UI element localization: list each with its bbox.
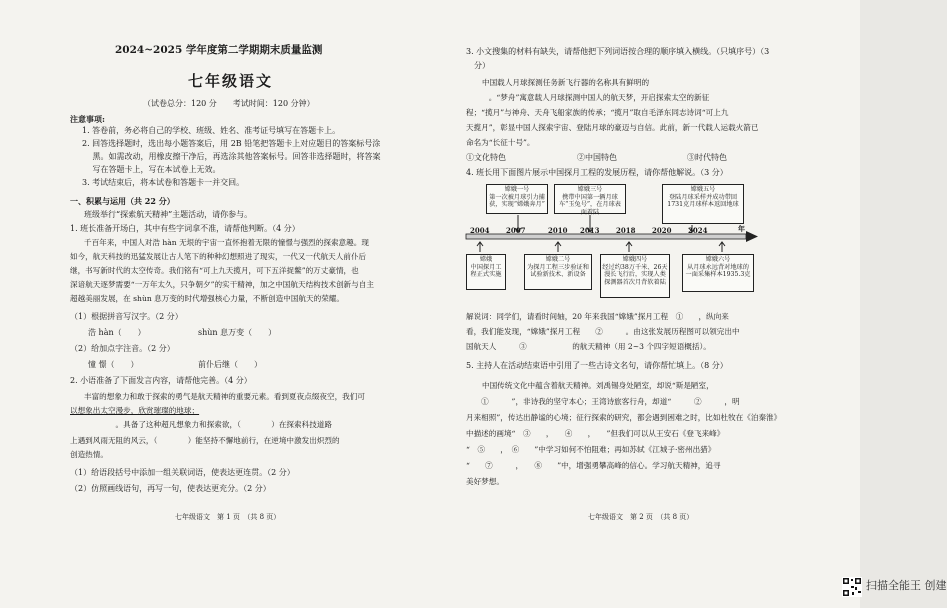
timeline-box-chang-e-5: 嫦娥五号 登陆月球采样并成功带回1731克月球样本返回地球 (662, 184, 744, 224)
passage-line: 创造热情。 (70, 450, 108, 459)
page-footer: 七年级语文 第 1 页 （共 8 页） (175, 513, 281, 521)
timeline-diagram (466, 182, 766, 306)
qr-code-icon (842, 577, 862, 597)
passage-line: 如今，航天科技的迅猛发展让古人笔下的种种幻想照进了现实，一代又一代航天人前仆后 (70, 252, 367, 261)
timeline-unit-label: 年 (738, 224, 745, 233)
passage-line: 中国传统文化中蕴含着航天精神。刘禹锡身处陋室，却说“斯是陋室， (482, 381, 714, 390)
passage-line: 天揽月”，彰显中国人探索宇宙、登陆月球的豪迈与自信。此前，新一代载人运载火箭已 (466, 123, 759, 132)
passage-line: “ ⑦ ， ⑧ ”中，增强勇攀高峰的信心。学习航天精神，追寻 (466, 461, 721, 470)
timeline-box-chang-e-6: 嫦娥六号 从月球永远背对地球的一面采集样本1935.3克 (682, 254, 754, 292)
passage-line: 中国载人月球探测任务新飞行器的名称具有鲜明的 (482, 78, 650, 87)
timeline-year: 2004 (470, 226, 490, 235)
pinyin-item: shùn 息万变（ ） (198, 328, 277, 337)
scanner-watermark-text: 扫描全能王 创建 (866, 579, 947, 592)
exam-meta: （试卷总分：120 分 考试时间：120 分钟） (143, 99, 315, 108)
passage-line: 超越美丽发展，在 shùn 息万变的时代增强核心力量，不断创造中国航天的荣耀。 (70, 294, 344, 303)
option-1: ①文化特色 (466, 153, 506, 162)
passage-line: 月来相照”，传达出静谧的心境；征行探索的研究，都会遇到困难之时，比如杜牧在《泊秦淮》 (466, 413, 782, 422)
timeline-year: 2024 (688, 226, 708, 235)
answer-line: 看，我们能发现，“嫦娥”探月工程 ② 。由这张发展历程图可以领完出中 (466, 327, 740, 336)
timeline-year: 2013 (580, 226, 600, 235)
activity-intro: 班级举行“探索航天精神”主题活动，请你参与。 (84, 210, 253, 219)
option-2: ②中国特色 (577, 153, 617, 162)
timeline-box-chang-e-program: 嫦娥 中国探月工程正式实施 (466, 254, 506, 290)
note-line: 2. 回答选择题时，选出每小题答案后，用 2B 铅笔把答题卡上对应题目的答案标号涂 (82, 139, 381, 148)
question-2-1: （1）给语段括号中添加一组关联词语，使表达更连贯。（2 分） (70, 468, 295, 477)
timeline-year: 2010 (548, 226, 568, 235)
passage-line: 命名为“长征十号”。 (466, 138, 535, 147)
timeline-year: 2007 (506, 226, 526, 235)
question-3: 3. 小文搜集的材料有缺失，请帮他把下列词语按合理的顺序填入横线。（只填序号）（3 (466, 47, 770, 56)
question-2-2: （2）仿照画线语句，再写一句，使表达更充分。（2 分） (70, 484, 271, 493)
question-1: 1. 班长准备开场白，其中有些字词拿不准，请帮他判断。（4 分） (70, 224, 300, 233)
answer-line: 国航天人 ③ 的航天精神（用 2~3 个四字短语概括）。 (466, 342, 711, 351)
question-1-2: （2）给加点字注音。（2 分） (70, 344, 175, 353)
exam-header: 2024~2025 学年度第二学期期末质量监测 (115, 44, 323, 56)
question-5: 5. 主持人在活动结束语中引用了一些古诗文名句，请你帮忙填上。（8 分） (466, 361, 728, 370)
timeline-year: 2020 (652, 226, 672, 235)
question-4: 4. 班长用下面图片展示中国探月工程的发展历程，请你帮他解说。（3 分） (466, 168, 728, 177)
question-1-1: （1）根据拼音写汉字。（2 分） (70, 312, 183, 321)
dotted-char-item: 憧 憬（ ） (88, 360, 139, 369)
passage-line: 上遇到风雨无阻的风云，（ ）能坚持不懈地前行，在逆境中激发出炽烈的 (70, 436, 340, 445)
passage-line: 深谙航天逐梦需要“一万年太久，只争朝夕”的实干精神，加之中国航天结构技术创新与自主 (70, 280, 374, 289)
exam-page-2 (452, 0, 860, 608)
question-2: 2. 小语准备了下面发言内容，请帮他完善。（4 分） (70, 376, 252, 385)
passage-line: 程；“揽月”与神舟、天舟飞船家族的传承；“揽月”取自毛泽东同志诗词“可上九 (466, 108, 729, 117)
exam-title: 七年级语文 (188, 72, 274, 90)
timeline-box-chang-e-2: 嫦娥二号 为探月工程三步验证和试验新技术、新设备 (524, 254, 592, 290)
passage-line: 千百年来，中国人对浩 hàn 无垠的宇宙一直怀抱着无限的憧憬与强烈的探索意趣。现 (84, 238, 369, 247)
section-heading: 一、积累与运用（共 22 分） (70, 196, 175, 206)
notes-title: 注意事项: (70, 114, 105, 124)
dotted-char-item: 前仆后继（ ） (198, 360, 262, 369)
timeline-box-chang-e-4: 嫦娥四号 经过约38万千米、26天漫长飞行后，实现人类探测器首次月背软着陆 (600, 254, 670, 298)
passage-line: ① ”，非诗我的坚守本心；王湾诗旅客行舟，却道“ ② ，明 (466, 397, 740, 406)
note-line: 1. 答卷前，务必将自己的学校、班级、姓名、准考证号填写在答题卡上。 (82, 126, 341, 135)
exam-page-1 (0, 0, 452, 608)
passage-line: “ ⑤ ， ⑥ ”中学习如何不怕阻难；再如苏轼《江城子·密州出猎》 (466, 445, 716, 454)
passage-line: 中描述的画境“ ③ ， ④ ， ”但我们可以从王安石《登飞来峰》 (466, 429, 725, 438)
underlined-sentence: 以想象出太空漫步，欣赏璀璨的地球； (70, 406, 200, 415)
note-line: 黑。如需改动，用橡皮擦干净后，再选涂其他答案标号。回答非选择题时，将答案 (82, 152, 381, 161)
passage-line: 丰富的想象力和敢于探索的勇气是航天精神的重要元素。看到夏夜点缀夜空，我们可 (84, 392, 365, 401)
question-3-tail: 分） (474, 61, 490, 70)
page-footer: 七年级语文 第 2 页 （共 8 页） (588, 513, 694, 521)
timeline-box-chang-e-1: 嫦娥一号 第一次被月球引力捕获，实现“嫦娥奔月” (486, 184, 548, 214)
passage-line: 美好梦想。 (466, 477, 504, 486)
passage-line: 继，书写新时代的太空传奇。我们铭有“可上九天揽月，可下五洋捉鳖”的万丈豪情，也 (70, 266, 359, 275)
passage-line: 。“梦舟”寓意载人月球探测中国人的航天梦，开启探索太空的新征 (466, 93, 710, 102)
pinyin-item: 浩 hàn（ ） (88, 328, 146, 337)
timeline-box-chang-e-3: 嫦娥三号 携带中国第一辆月球车“玉兔号”，在月球表面着陆 (554, 184, 626, 214)
option-3: ③时代特色 (687, 153, 727, 162)
note-line: 3. 考试结束后，将本试卷和答题卡一并交回。 (82, 178, 245, 187)
passage-line: 。具备了这种超凡想象力和探索欲，（ ）在探索科技道路 (70, 420, 332, 429)
answer-line: 解说词：同学们，请看时间轴，20 年来我国“嫦娥”探月工程 ① ，纵向来 (466, 312, 729, 321)
timeline-year: 2018 (616, 226, 636, 235)
note-line: 写在答题卡上，写在本试卷上无效。 (82, 165, 221, 174)
